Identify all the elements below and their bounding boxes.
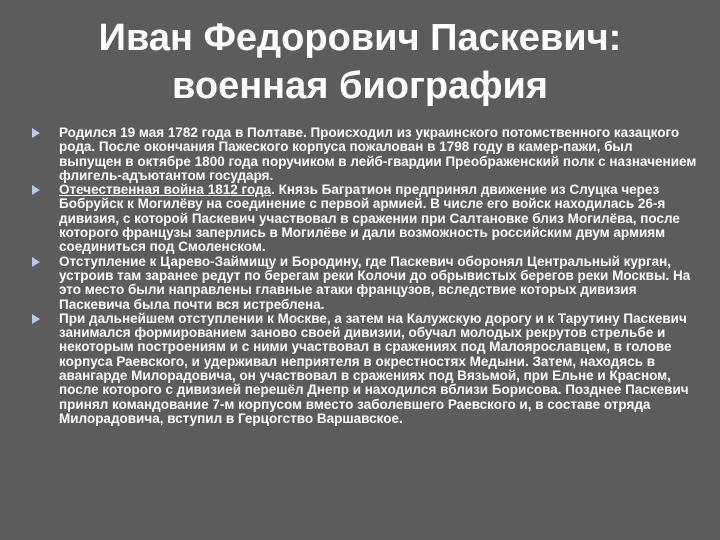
triangle-right-icon xyxy=(32,128,40,138)
bullet-item-birth xyxy=(30,126,698,183)
bullet-item-retreat xyxy=(30,312,698,426)
slide-title xyxy=(40,14,680,110)
bullet-text: При дальнейшем отступлении к Москве, а затем на Калужскую дорогу и к Тарутину Паскевич занимался формированием заново своей дивизии, обучал молодых рекрутов стрельбе и некоторым построениям и с ними участвовал в сражениях под Малоярославцем, в голове корпуса Раевского, и удерживал неприятеля в окрестностях Медыни. Затем, находясь в авангарде Милорадовича, он участвовал в сражениях под Вязьмой, при Ельне и Красном, после которого с дивизией перешёл Днепр и находился вблизи Борисова. Позднее Паскевич принял командование 7-м корпусом вместо заболевшего Раевского и, в составе отряда Милорадовича, вступил в Герцогство Варшавское. xyxy=(59,310,689,426)
bullet-text: . Князь Багратион предпринял движение из Слуцка через Бобруйск к Могилёву на соединение с первой армией. В числе его войск находилась 26-я дивизия, с которой Паскевич участвовал в сражении при Салтановке близ Могилёва, после которого французы заперлись в Могилёве и дали возможность российским двум армиям соединиться под Смоленском. xyxy=(59,182,680,255)
bullet-text: Родился 19 мая 1782 года в Полтаве. Происходил из украинского потомственного казацкого рода. После окончания Пажеского корпуса пожалован в 1798 году в камер-пажи, был выпущен в октябре 1800 года поручиком в лейб-гвардии Преображенский полк с назначением флигель-адъютантом государя. xyxy=(59,125,697,183)
triangle-right-icon xyxy=(32,314,40,324)
bullet-list xyxy=(30,126,698,426)
triangle-right-icon xyxy=(32,185,40,195)
bullet-item-borodino xyxy=(30,255,698,312)
triangle-right-icon xyxy=(32,257,40,267)
bullet-item-war-1812 xyxy=(30,183,698,254)
title-line-1: Иван Федорович Паскевич: xyxy=(98,17,622,59)
bullet-text: Отступление к Царево-Займищу и Бородину, где Паскевич оборонял Центральный курган, устроив там заранее редут по берегам реки Колочи до обрывистых берегов реки Москвы. На это место были направлены главные атаки французов, вследствие которых дивизия Паскевича была почти вся истреблена. xyxy=(59,253,691,312)
war-1812-link[interactable]: Отечественная война 1812 года xyxy=(59,182,272,198)
title-line-2: военная биография xyxy=(172,65,548,107)
